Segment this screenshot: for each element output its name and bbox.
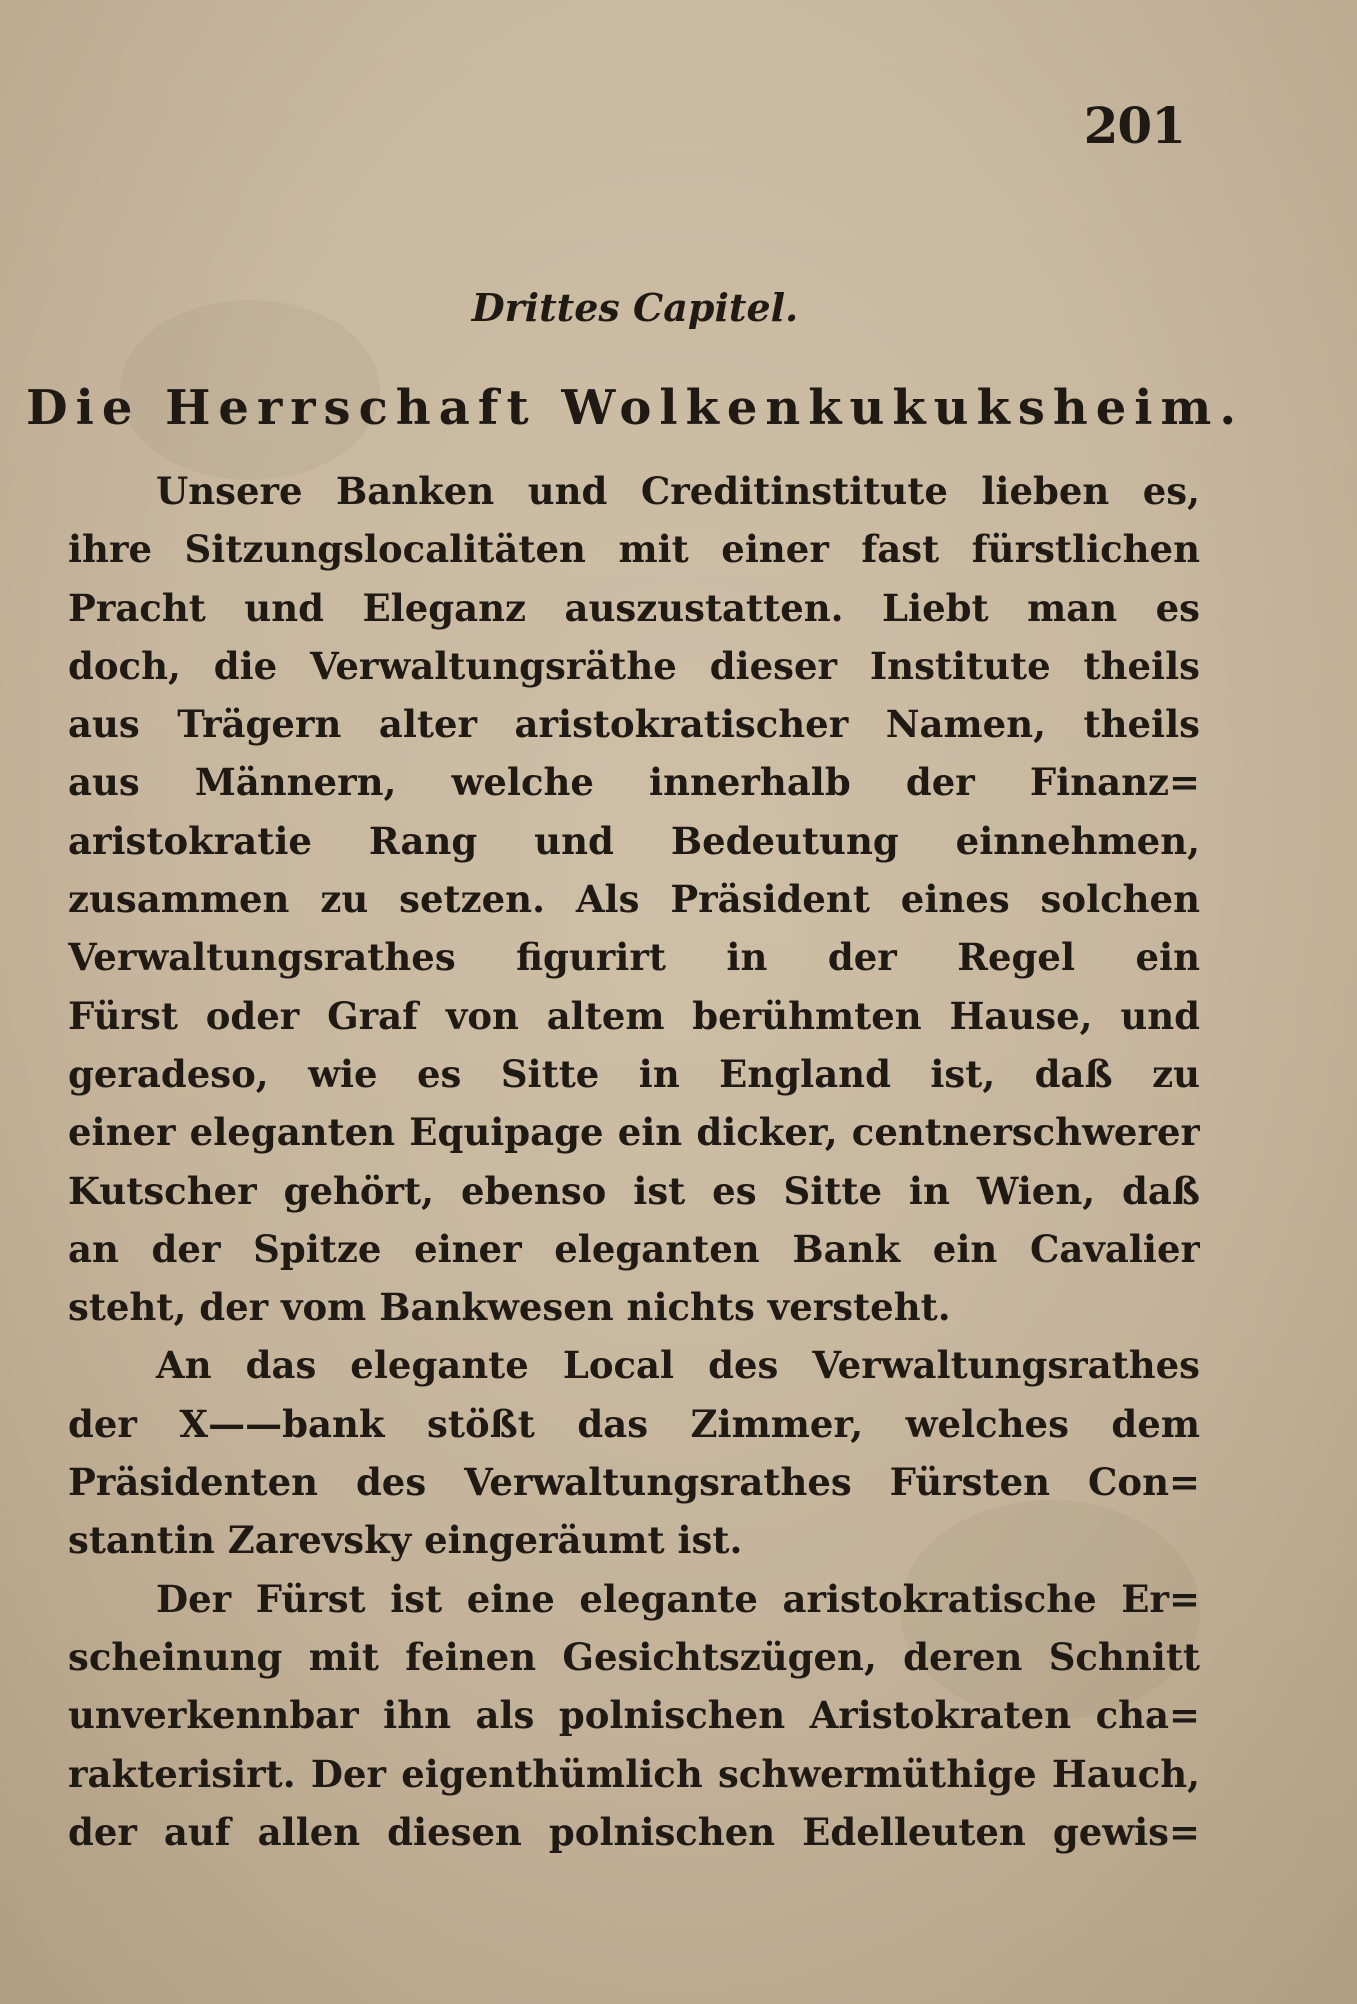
text-line: ihre Sitzungslocalitäten mit einer fast fürstlichen bbox=[68, 527, 1200, 572]
text-line: aus Trägern alter aristokratischer Namen, theils bbox=[68, 702, 1200, 747]
text-line: Pracht und Eleganz auszustatten. Liebt man es bbox=[68, 585, 1200, 630]
text-line: unverkennbar ihn als polnischen Aristokraten cha= bbox=[68, 1693, 1200, 1738]
text-line: rakterisirt. Der eigenthümlich schwermüthige Hauch, bbox=[68, 1751, 1200, 1796]
text-line: der auf allen diesen polnischen Edelleuten gewis= bbox=[68, 1809, 1200, 1854]
text-line: Verwaltungsrathes figurirt in der Regel ein bbox=[68, 935, 1200, 980]
page-number: 201 bbox=[1083, 96, 1185, 155]
text-line: Der Fürst ist eine elegante aristokratische Er= bbox=[156, 1576, 1200, 1621]
text-line: geradeso, wie es Sitte in England ist, daß zu bbox=[68, 1051, 1200, 1096]
text-line: zusammen zu setzen. Als Präsident eines solchen bbox=[68, 877, 1200, 922]
text-line: An das elegante Local des Verwaltungsrathes bbox=[156, 1343, 1200, 1388]
text-line: doch, die Verwaltungsräthe dieser Institute theils bbox=[68, 643, 1200, 688]
text-line: steht, der vom Bankwesen nichts versteht. bbox=[68, 1285, 951, 1330]
text-line: einer eleganten Equipage ein dicker, centnerschwerer bbox=[68, 1110, 1200, 1155]
text-line: aus Männern, welche innerhalb der Finanz= bbox=[68, 760, 1200, 805]
body-text bbox=[68, 462, 1200, 1861]
text-line: der X——bank stößt das Zimmer, welches dem bbox=[68, 1401, 1200, 1446]
chapter-label: Drittes Capitel. bbox=[471, 285, 799, 330]
text-line: stantin Zarevsky eingeräumt ist. bbox=[68, 1518, 743, 1563]
text-line: an der Spitze einer eleganten Bank ein Cavalier bbox=[68, 1226, 1200, 1271]
text-line: Fürst oder Graf von altem berühmten Hause, und bbox=[68, 993, 1200, 1038]
text-line: Kutscher gehört, ebenso ist es Sitte in Wien, daß bbox=[68, 1168, 1200, 1213]
chapter-title: Die Herrschaft Wolkenkukuksheim. bbox=[25, 380, 1245, 436]
text-line: Unsere Banken und Creditinstitute lieben es, bbox=[156, 469, 1200, 513]
text-line: Präsidenten des Verwaltungsrathes Fürsten Con= bbox=[68, 1460, 1200, 1505]
text-line: scheinung mit feinen Gesichtszügen, deren Schnitt bbox=[68, 1634, 1200, 1679]
text-line: aristokratie Rang und Bedeutung einnehmen, bbox=[68, 818, 1200, 863]
